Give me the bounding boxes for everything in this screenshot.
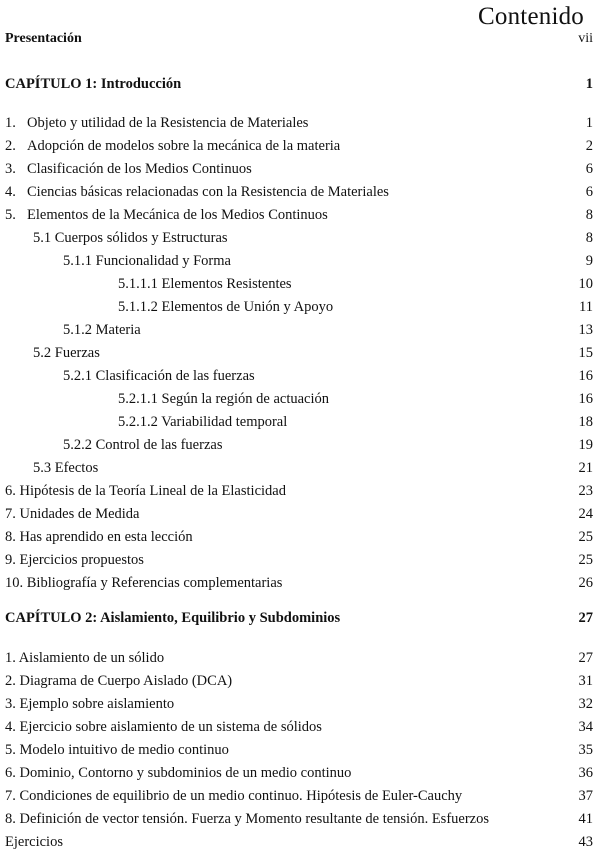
toc-entry[interactable] bbox=[5, 505, 593, 523]
toc-entry[interactable] bbox=[5, 574, 593, 592]
toc-entry-page: 34 bbox=[578, 719, 593, 735]
toc-entry-page: 26 bbox=[578, 575, 593, 591]
toc-entry-title: 5.2.1 Clasificación de las fuerzas bbox=[63, 368, 255, 384]
toc-entry-page: 6 bbox=[585, 161, 593, 177]
toc-entry-title: Ejercicios bbox=[5, 834, 63, 850]
toc-entry-title: CAPÍTULO 2: Aislamiento, Equilibrio y Subdominios bbox=[5, 610, 341, 626]
presentacion-label: Presentación bbox=[5, 31, 82, 46]
toc-entry[interactable] bbox=[5, 649, 593, 667]
toc-entry[interactable] bbox=[5, 275, 593, 293]
toc-entry-text bbox=[5, 367, 255, 385]
toc-entry-number: 3. bbox=[5, 161, 16, 177]
toc-entry-title: 10. Bibliografía y Referencias complementarias bbox=[5, 575, 283, 591]
toc-entry-title: Ciencias básicas relacionadas con la Resistencia de Materiales bbox=[27, 184, 389, 200]
toc-entry[interactable] bbox=[5, 810, 593, 828]
toc-entry-title: 8. Definición de vector tensión. Fuerza y Momento resultante de tensión. Esfuerzos bbox=[5, 811, 490, 827]
toc-entry[interactable] bbox=[5, 764, 593, 782]
toc-entry-page: 15 bbox=[578, 345, 593, 361]
toc-entry-title: 5.2.1.1 Según la región de actuación bbox=[118, 391, 329, 407]
toc-entry-text bbox=[5, 298, 333, 316]
toc-entry[interactable] bbox=[5, 344, 593, 362]
toc-entry[interactable] bbox=[5, 413, 593, 431]
toc-entry-page: 13 bbox=[578, 322, 593, 338]
toc-entry-page: 32 bbox=[578, 696, 593, 712]
toc-entry-title: 5.1 Cuerpos sólidos y Estructuras bbox=[33, 230, 228, 246]
toc-entry-title: 3. Ejemplo sobre aislamiento bbox=[5, 696, 175, 712]
toc-entry-text bbox=[5, 609, 340, 627]
toc-entry-text bbox=[5, 810, 489, 828]
toc-entry[interactable] bbox=[5, 206, 593, 224]
toc-entry[interactable] bbox=[5, 741, 593, 759]
toc-entry-page: 16 bbox=[578, 368, 593, 384]
toc-entry-title: 6. Dominio, Contorno y subdominios de un medio continuo bbox=[5, 765, 352, 781]
toc-entry-title: 7. Condiciones de equilibrio de un medio continuo. Hipótesis de Euler-Cauchy bbox=[5, 788, 463, 804]
toc-entry-page: 6 bbox=[585, 184, 593, 200]
toc-entry-number: 4. bbox=[5, 184, 16, 200]
toc-entry-page: 36 bbox=[578, 765, 593, 781]
toc-entry[interactable] bbox=[5, 160, 593, 178]
toc-entry[interactable] bbox=[5, 551, 593, 569]
toc-entry-page: 21 bbox=[578, 460, 593, 476]
toc-entry-page: 1 bbox=[585, 115, 593, 131]
toc-entry[interactable] bbox=[5, 436, 593, 454]
toc-entry-text bbox=[5, 528, 193, 546]
toc-entry-text bbox=[5, 75, 181, 93]
toc-entry-text bbox=[5, 413, 287, 431]
toc-entry-title: 1. Aislamiento de un sólido bbox=[5, 650, 165, 666]
toc-entry-number: 5. bbox=[5, 207, 16, 223]
toc-entry-title: 5.1.1 Funcionalidad y Forma bbox=[63, 253, 231, 269]
toc-entry-title: 9. Ejercicios propuestos bbox=[5, 552, 144, 568]
toc-entry-title: 5.3 Efectos bbox=[33, 460, 99, 476]
toc-entry-title: Adopción de modelos sobre la mecánica de la materia bbox=[27, 138, 341, 154]
toc-entry-text bbox=[5, 137, 340, 155]
toc-entry-page: 43 bbox=[578, 834, 593, 850]
toc-entry-title: 5.1.1.2 Elementos de Unión y Apoyo bbox=[118, 299, 334, 315]
toc-entry[interactable] bbox=[5, 833, 593, 851]
toc-entry-page: 35 bbox=[578, 742, 593, 758]
toc-entry[interactable] bbox=[5, 252, 593, 270]
toc-entry-title: 5.2.2 Control de las fuerzas bbox=[63, 437, 223, 453]
toc-entry-text bbox=[5, 252, 231, 270]
toc-entry-text bbox=[5, 321, 141, 339]
toc-entry[interactable] bbox=[5, 321, 593, 339]
toc-entry-text bbox=[5, 344, 100, 362]
toc-entry-page: 18 bbox=[578, 414, 593, 430]
toc-entry[interactable] bbox=[5, 718, 593, 736]
toc-entry-text bbox=[5, 764, 351, 782]
toc-entry-text bbox=[5, 574, 282, 592]
chapter-heading[interactable] bbox=[5, 75, 593, 93]
toc-entry[interactable] bbox=[5, 459, 593, 477]
toc-entry-page: 8 bbox=[585, 207, 593, 223]
toc-entry-title: 5.2.1.2 Variabilidad temporal bbox=[118, 414, 288, 430]
toc-entry-page: 2 bbox=[585, 138, 593, 154]
toc-entry-page: 24 bbox=[578, 506, 593, 522]
toc-entry[interactable] bbox=[5, 137, 593, 155]
toc-entry-text bbox=[5, 787, 462, 805]
toc-entry-text bbox=[5, 505, 140, 523]
toc-entry-title: 4. Ejercicio sobre aislamiento de un sistema de sólidos bbox=[5, 719, 322, 735]
toc-entry-text bbox=[5, 459, 98, 477]
toc-entry[interactable] bbox=[5, 114, 593, 132]
toc-entry-title: Elementos de la Mecánica de los Medios Continuos bbox=[27, 207, 328, 223]
toc-entry-text bbox=[5, 649, 164, 667]
toc-entry-page: 19 bbox=[578, 437, 593, 453]
toc-entry-text bbox=[5, 206, 328, 224]
toc-entry-text bbox=[5, 183, 389, 201]
page-title: Contenido bbox=[478, 3, 584, 30]
toc-entry[interactable] bbox=[5, 367, 593, 385]
toc-entry-page: 1 bbox=[585, 76, 593, 92]
toc-entry[interactable] bbox=[5, 183, 593, 201]
toc-entry-page: 41 bbox=[578, 811, 593, 827]
toc-entry-title: 8. Has aprendido en esta lección bbox=[5, 529, 193, 545]
toc-entry[interactable] bbox=[5, 482, 593, 500]
toc-entry-page: 27 bbox=[578, 610, 593, 626]
toc-entry-text bbox=[5, 833, 63, 851]
toc-entry-text bbox=[5, 741, 229, 759]
toc-entry[interactable] bbox=[5, 672, 593, 690]
toc-entry-text bbox=[5, 390, 329, 408]
toc-entry-title: 6. Hipótesis de la Teoría Lineal de la Elasticidad bbox=[5, 483, 286, 499]
toc-entry-page: 25 bbox=[578, 552, 593, 568]
toc-presentacion[interactable] bbox=[5, 30, 593, 48]
toc-entry-page: 16 bbox=[578, 391, 593, 407]
toc-entry-title: 5.2 Fuerzas bbox=[33, 345, 100, 361]
toc-entry-page: 31 bbox=[578, 673, 593, 689]
toc-entry-text bbox=[5, 718, 322, 736]
toc-entry-text bbox=[5, 672, 232, 690]
toc-entry-title: Clasificación de los Medios Continuos bbox=[27, 161, 252, 177]
toc-entry-title: 2. Diagrama de Cuerpo Aislado (DCA) bbox=[5, 673, 233, 689]
toc-entry-title: 5.1.1.1 Elementos Resistentes bbox=[118, 276, 292, 292]
toc-entry-page: 8 bbox=[585, 230, 593, 246]
toc-entry-page: 27 bbox=[578, 650, 593, 666]
toc-entry-text bbox=[5, 482, 286, 500]
toc-entry-title: 5. Modelo intuitivo de medio continuo bbox=[5, 742, 229, 758]
toc-entry[interactable] bbox=[5, 298, 593, 316]
toc-entry-page: 11 bbox=[579, 299, 593, 315]
toc-entry-text bbox=[5, 114, 308, 132]
toc-entry-text bbox=[5, 695, 174, 713]
toc-entry-text bbox=[5, 275, 292, 293]
toc-entry-text bbox=[5, 229, 228, 247]
presentacion-page: vii bbox=[578, 31, 593, 46]
toc-entry-text bbox=[5, 551, 144, 569]
toc-entry[interactable] bbox=[5, 390, 593, 408]
toc-entry-title: CAPÍTULO 1: Introducción bbox=[5, 76, 182, 92]
toc-entry[interactable] bbox=[5, 528, 593, 546]
toc-entry-page: 10 bbox=[578, 276, 593, 292]
toc-entry-page: 25 bbox=[578, 529, 593, 545]
toc-entry[interactable] bbox=[5, 787, 593, 805]
toc-entry-text bbox=[5, 160, 252, 178]
toc-entry-title: 5.1.2 Materia bbox=[63, 322, 141, 338]
toc-entry-number: 1. bbox=[5, 115, 16, 131]
toc-entry[interactable] bbox=[5, 695, 593, 713]
toc-entry-title: 7. Unidades de Medida bbox=[5, 506, 140, 522]
toc-entry-title: Objeto y utilidad de la Resistencia de Materiales bbox=[27, 115, 309, 131]
toc-entry-page: 37 bbox=[578, 788, 593, 804]
toc-entry-number: 2. bbox=[5, 138, 16, 154]
chapter-heading[interactable] bbox=[5, 609, 593, 627]
toc-entry-page: 9 bbox=[585, 253, 593, 269]
toc-entry-page: 23 bbox=[578, 483, 593, 499]
toc-entry[interactable] bbox=[5, 229, 593, 247]
toc-entry-text bbox=[5, 436, 222, 454]
